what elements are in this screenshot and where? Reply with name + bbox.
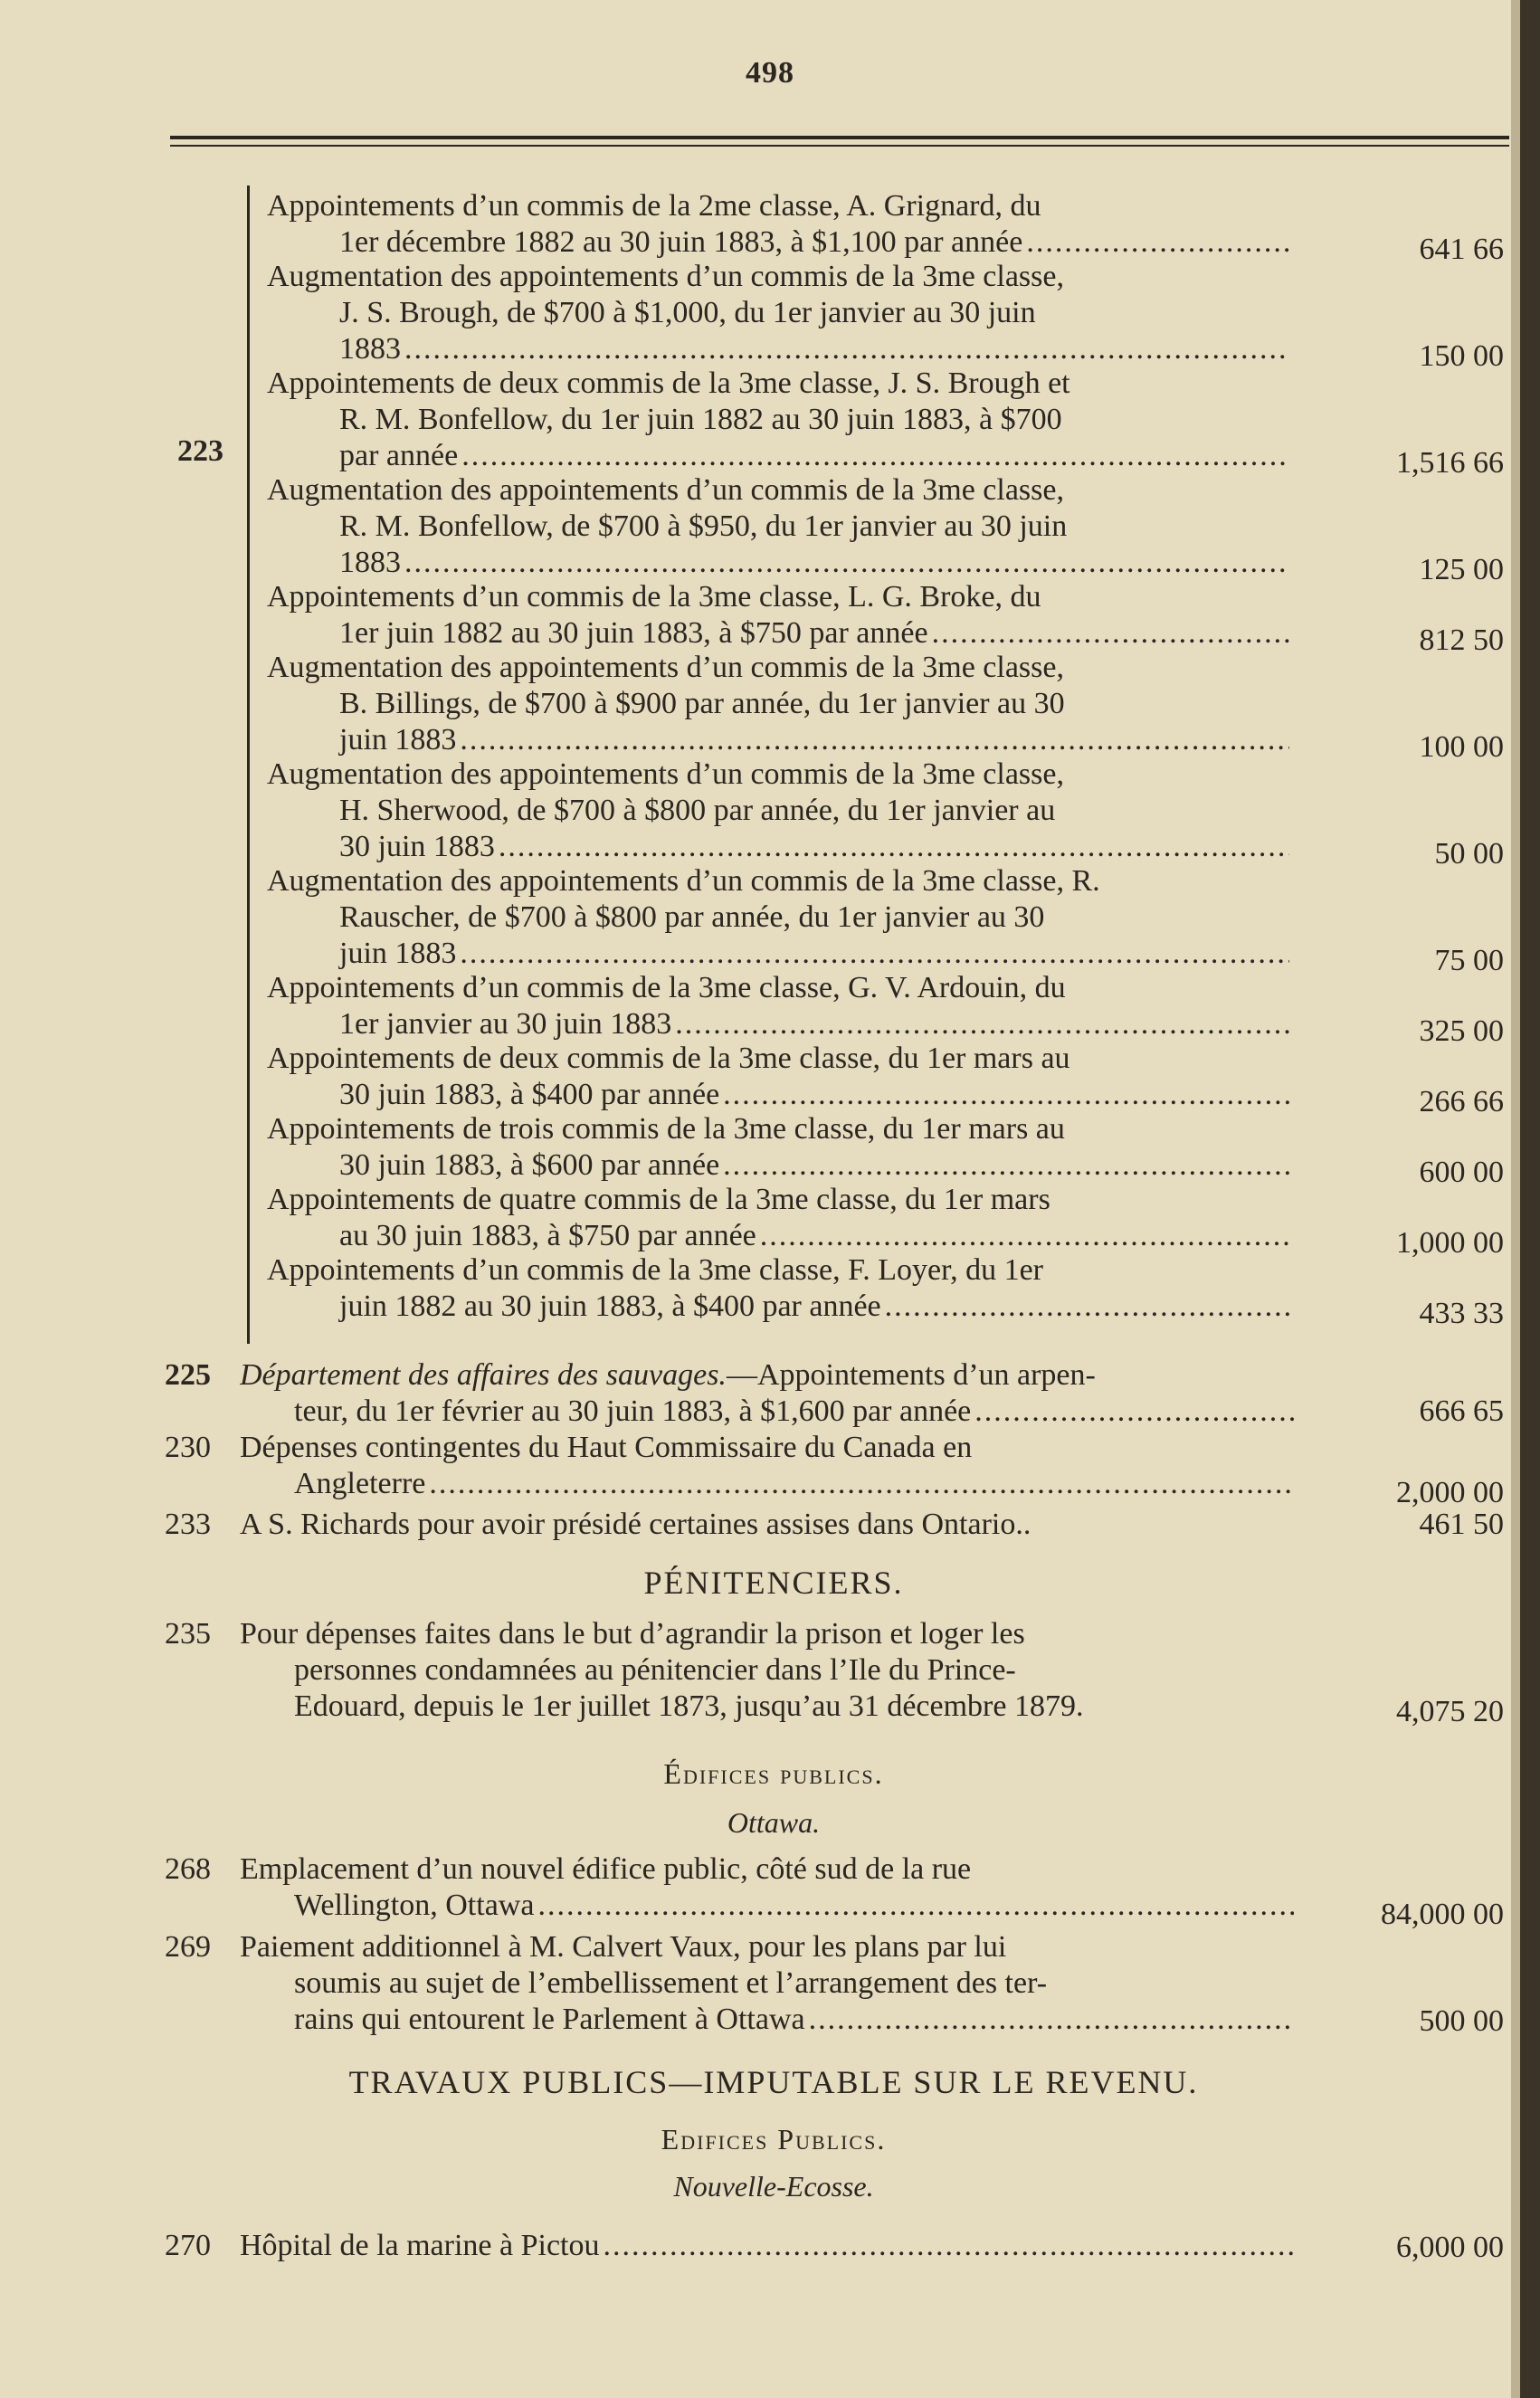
entry-235 — [240, 1616, 1294, 1725]
entry-amount: 666 65 — [1419, 1394, 1504, 1428]
subheading-edifices-publics-2: Edifices Publics. — [661, 2123, 887, 2155]
entry-number: 270 — [165, 2229, 211, 2262]
entry-amount: 6,000 00 — [1396, 2231, 1504, 2264]
entry-number: 268 — [165, 1852, 211, 1886]
entry-line: Appointements d’un commis de la 3me classe, G. V. Ardouin, du — [267, 971, 1066, 1004]
leader-dots — [723, 1147, 1289, 1184]
entry-text: juin 1883 — [339, 723, 457, 757]
entry-line: Rauscher, de $700 à $800 par année, du 1er janvier au 30 — [339, 900, 1045, 934]
entry-item — [267, 757, 1289, 865]
entry-text: 30 juin 1883, à $400 par année — [339, 1078, 720, 1111]
entry-line — [267, 615, 1289, 652]
entry-item — [267, 472, 1289, 581]
entry-text: 1883 — [339, 332, 401, 366]
group-number: 223 — [177, 434, 223, 468]
entry-line: Augmentation des appointements d’un commis de la 3me classe, — [267, 757, 1064, 791]
entry-item — [267, 579, 1289, 652]
entry-line: R. M. Bonfellow, du 1er juin 1882 au 30 juin 1883, à $700 — [339, 403, 1062, 436]
entry-amount: 125 00 — [1419, 553, 1504, 586]
entry-amount: 812 50 — [1419, 623, 1504, 657]
entry-amount: 600 00 — [1419, 1156, 1504, 1189]
leader-dots — [460, 936, 1289, 972]
entry-line: Appointements de deux commis de la 3me classe, du 1er mars au — [267, 1042, 1070, 1075]
entry-text: 30 juin 1883, à $600 par année — [339, 1148, 720, 1182]
entry-line — [240, 2002, 1294, 2038]
entry-item — [267, 1111, 1289, 1184]
entry-line — [267, 936, 1289, 972]
entry-item — [267, 1182, 1289, 1254]
entry-amount: 266 66 — [1419, 1085, 1504, 1118]
entry-text: teur, du 1er février au 30 juin 1883, à $1,600 par année — [294, 1394, 972, 1428]
entry-item — [267, 366, 1289, 474]
leader-dots — [932, 615, 1289, 652]
entry-line: Dépenses contingentes du Haut Commissaire du Canada en — [240, 1431, 973, 1464]
leader-dots — [809, 2002, 1294, 2038]
entry-item — [267, 1041, 1289, 1113]
entry-270 — [240, 2228, 1294, 2264]
leader-dots — [404, 545, 1289, 581]
entry-amount: 100 00 — [1419, 730, 1504, 764]
leader-dots — [760, 1218, 1289, 1254]
page-number: 498 — [746, 56, 794, 90]
entry-text: 1er juin 1882 au 30 juin 1883, à $750 par année — [339, 616, 928, 650]
entry-line: H. Sherwood, de $700 à $800 par année, du 1er janvier au — [339, 794, 1056, 827]
leader-dots — [461, 438, 1289, 474]
subheading-nouvelle-ecosse: Nouvelle-Ecosse. — [673, 2170, 874, 2203]
entry-text: par année — [339, 439, 459, 472]
page-binding-edge — [1520, 0, 1540, 2398]
entry-225 — [240, 1357, 1294, 1430]
entry-number: 233 — [165, 1508, 211, 1541]
entry-line — [267, 1077, 1289, 1113]
entry-text: Angleterre — [294, 1467, 426, 1500]
entry-title: Département des affaires des sauvages. — [240, 1358, 727, 1392]
entry-text: juin 1882 au 30 juin 1883, à $400 par année — [339, 1289, 881, 1323]
entry-text: —Appointements d’un arpen- — [726, 1358, 1096, 1392]
entry-amount: 641 66 — [1419, 233, 1504, 266]
entry-line — [267, 331, 1289, 367]
entry-line: Appointements de trois commis de la 3me classe, du 1er mars au — [267, 1112, 1065, 1146]
entry-item — [267, 863, 1289, 972]
leader-dots — [885, 1289, 1289, 1325]
entry-line — [240, 1394, 1294, 1430]
entry-amount: 2,000 00 — [1396, 1476, 1504, 1509]
entry-line: Appointements d’un commis de la 3me classe, F. Loyer, du 1er — [267, 1253, 1044, 1287]
entry-268 — [240, 1851, 1294, 1924]
entry-amount: 1,516 66 — [1396, 446, 1504, 480]
entry-line: soumis au sujet de l’embellissement et l’arrangement des ter- — [294, 1966, 1048, 2000]
leader-dots — [974, 1394, 1294, 1430]
entry-text: 1883 — [339, 546, 401, 579]
entry-line: Emplacement d’un nouvel édifice public, côté sud de la rue — [240, 1852, 972, 1886]
entry-amount: 75 00 — [1434, 944, 1504, 977]
header-rule-thin — [170, 145, 1509, 147]
entry-line — [240, 1357, 1294, 1394]
entry-line — [267, 1289, 1289, 1325]
entry-item — [267, 259, 1289, 367]
entry-line: J. S. Brough, de $700 à $1,000, du 1er janvier au 30 juin — [339, 296, 1036, 329]
entry-text: 1er décembre 1882 au 30 juin 1883, à $1,100 par année — [339, 225, 1023, 259]
entry-item — [267, 188, 1289, 261]
leader-dots — [1026, 224, 1289, 261]
entry-269 — [240, 1929, 1294, 2038]
entry-text: juin 1883 — [339, 937, 457, 970]
section-heading-penitenciers: PÉNITENCIERS. — [643, 1565, 904, 1601]
entry-line: A S. Richards pour avoir présidé certaines assises dans Ontario.. — [240, 1508, 1031, 1541]
entry-line — [267, 722, 1289, 758]
entry-line: R. M. Bonfellow, de $700 à $950, du 1er janvier au 30 juin — [339, 509, 1068, 543]
subheading-ottawa: Ottawa. — [727, 1806, 821, 1839]
subheading-edifices-publics: Édifices publics. — [663, 1757, 884, 1790]
entry-amount: 500 00 — [1419, 2004, 1504, 2038]
entry-amount: 433 33 — [1419, 1297, 1504, 1330]
entry-text: Hôpital de la marine à Pictou — [240, 2229, 600, 2262]
entry-number: 269 — [165, 1930, 211, 1964]
entry-line: Augmentation des appointements d’un commis de la 3me classe, — [267, 473, 1064, 507]
leader-dots — [404, 331, 1289, 367]
page-edge-shadow — [1511, 0, 1520, 2398]
entry-number: 235 — [165, 1617, 211, 1651]
entry-line: Appointements d’un commis de la 2me classe, A. Grignard, du — [267, 189, 1041, 223]
entry-text: 30 juin 1883 — [339, 830, 495, 863]
entry-amount: 461 50 — [1419, 1508, 1504, 1541]
entry-amount: 1,000 00 — [1396, 1226, 1504, 1260]
entry-line: Augmentation des appointements d’un commis de la 3me classe, — [267, 651, 1064, 684]
section-heading-travaux-publics: TRAVAUX PUBLICS—IMPUTABLE SUR LE REVENU. — [348, 2064, 1199, 2100]
entry-amount: 4,075 20 — [1396, 1695, 1504, 1728]
entry-line: Appointements d’un commis de la 3me classe, L. G. Broke, du — [267, 580, 1041, 614]
entry-line: Paiement additionnel à M. Calvert Vaux, pour les plans par lui — [240, 1930, 1007, 1964]
entry-line — [267, 545, 1289, 581]
entry-text: Wellington, Ottawa — [294, 1889, 535, 1922]
entry-line: Pour dépenses faites dans le but d’agrandir la prison et loger les — [240, 1617, 1025, 1651]
entry-line — [267, 438, 1289, 474]
entry-line: Edouard, depuis le 1er juillet 1873, jusqu’au 31 décembre 1879. — [294, 1689, 1084, 1723]
entry-230 — [240, 1430, 1294, 1502]
entry-line — [240, 2228, 1294, 2264]
entry-line: B. Billings, de $700 à $900 par année, du 1er janvier au 30 — [339, 687, 1065, 720]
leader-dots — [499, 829, 1289, 865]
leader-dots — [604, 2228, 1295, 2264]
entry-line — [267, 224, 1289, 261]
entry-number: 230 — [165, 1431, 211, 1464]
entry-amount: 84,000 00 — [1381, 1898, 1504, 1931]
entry-amount: 325 00 — [1419, 1014, 1504, 1048]
leader-dots — [460, 722, 1289, 758]
entry-line: Augmentation des appointements d’un commis de la 3me classe, — [267, 260, 1064, 293]
group-bracket — [247, 186, 262, 1344]
entry-233 — [240, 1507, 1294, 1543]
entry-line — [240, 1888, 1294, 1924]
entry-text: au 30 juin 1883, à $750 par année — [339, 1219, 756, 1252]
entry-line — [240, 1466, 1294, 1502]
entry-text: 1er janvier au 30 juin 1883 — [339, 1007, 672, 1041]
header-rule-thick — [170, 136, 1509, 139]
entry-line — [267, 829, 1289, 865]
entry-item — [267, 1252, 1289, 1325]
leader-dots — [537, 1888, 1294, 1924]
entry-item — [267, 970, 1289, 1042]
entry-line: Appointements de quatre commis de la 3me classe, du 1er mars — [267, 1183, 1050, 1216]
leader-dots — [723, 1077, 1289, 1113]
leader-dots — [429, 1466, 1294, 1502]
entry-line: Appointements de deux commis de la 3me classe, J. S. Brough et — [267, 366, 1070, 400]
entry-amount: 150 00 — [1419, 339, 1504, 373]
entry-line — [267, 1218, 1289, 1254]
entry-line: Augmentation des appointements d’un commis de la 3me classe, R. — [267, 864, 1100, 898]
entry-line — [267, 1147, 1289, 1184]
entry-item — [267, 650, 1289, 758]
entry-line — [267, 1006, 1289, 1042]
entry-text: rains qui entourent le Parlement à Ottawa — [294, 2003, 805, 2036]
entry-amount: 50 00 — [1434, 837, 1504, 871]
leader-dots — [675, 1006, 1289, 1042]
entry-number: 225 — [165, 1358, 211, 1392]
entry-line: personnes condamnées au pénitencier dans l’Ile du Prince- — [294, 1653, 1016, 1687]
